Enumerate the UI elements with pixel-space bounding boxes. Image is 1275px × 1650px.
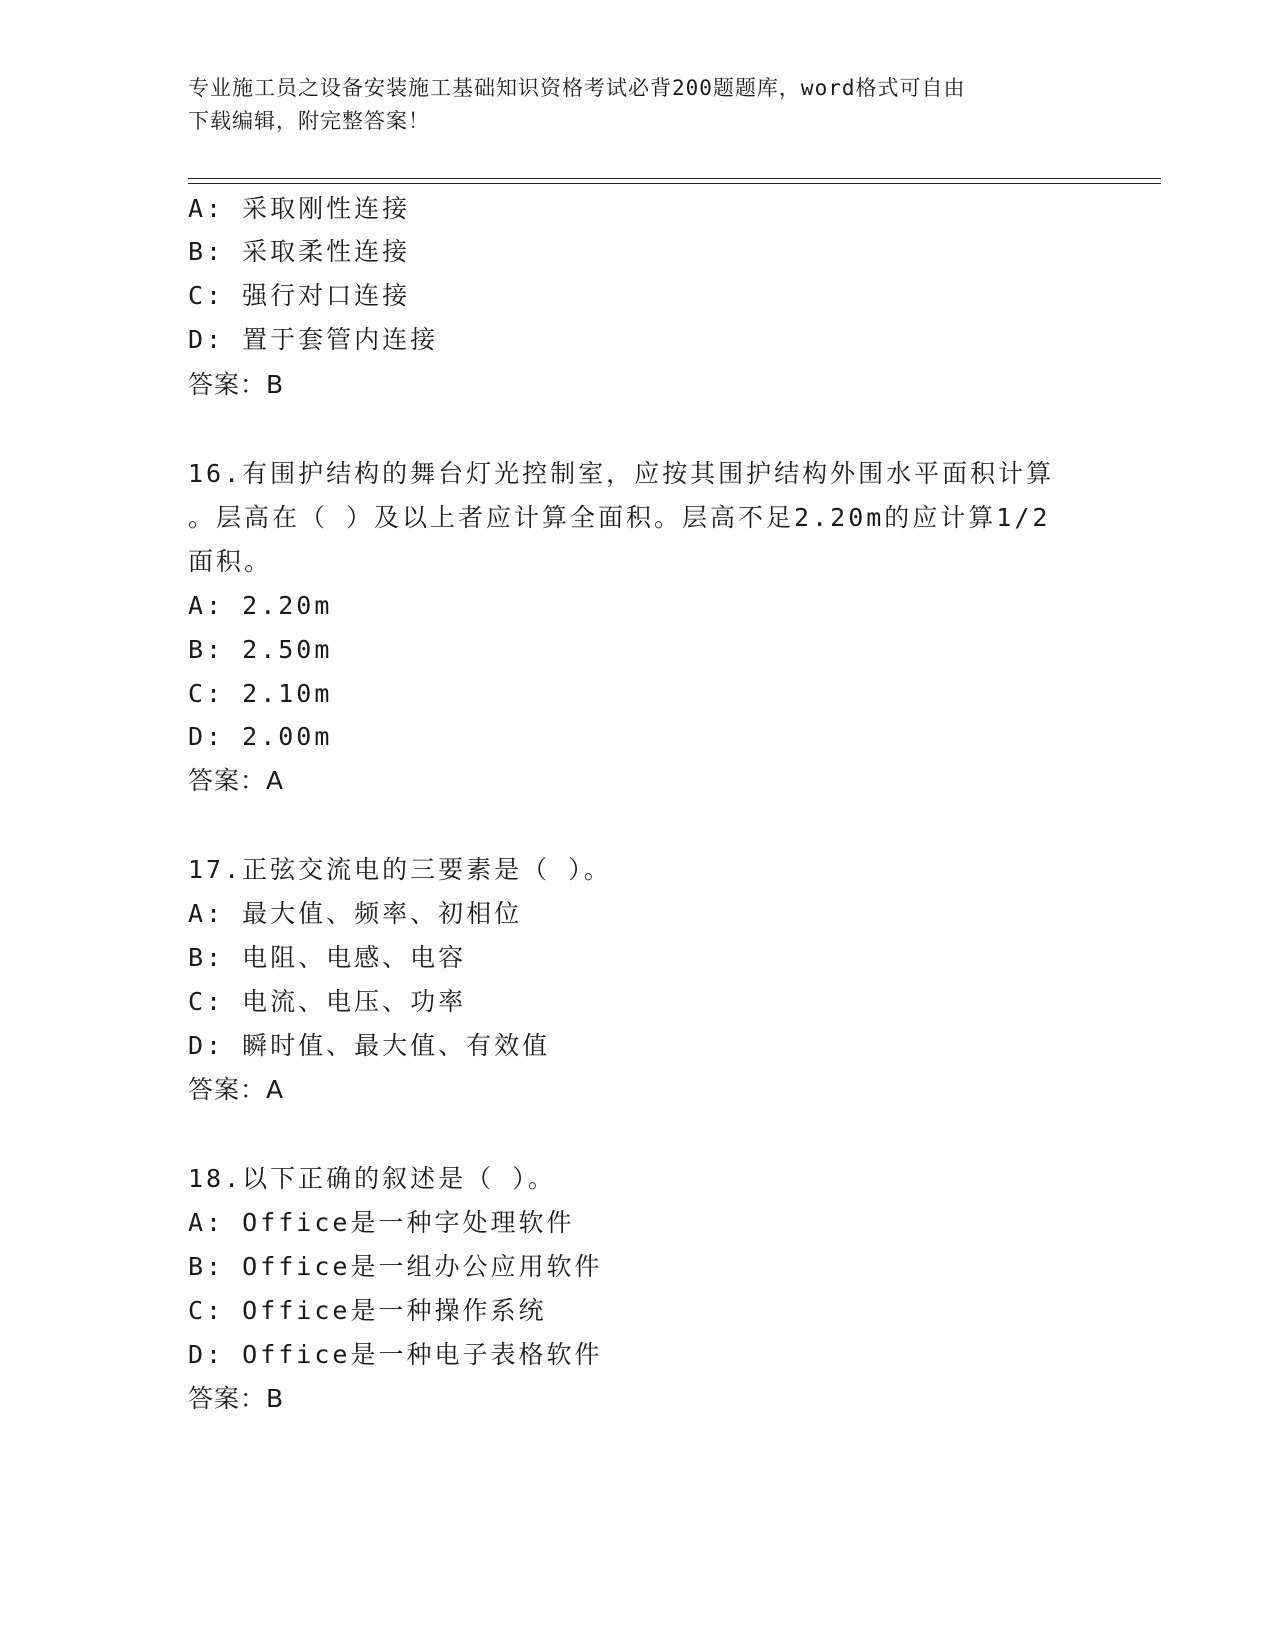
q17-option-b: B: 电阻、电感、电容 bbox=[188, 943, 467, 972]
q16-stem-line-3: 面积。 bbox=[188, 547, 273, 576]
q17-option-a: A: 最大值、频率、初相位 bbox=[188, 899, 523, 928]
q17-answer: 答案：A bbox=[188, 1075, 285, 1104]
q18-option-b: B: Office是一组办公应用软件 bbox=[188, 1252, 603, 1281]
q18-stem: 18.以下正确的叙述是（ ）。 bbox=[188, 1164, 556, 1193]
q17-option-c: C: 电流、电压、功率 bbox=[188, 987, 467, 1016]
header-divider-top bbox=[188, 178, 1161, 179]
header-divider-bottom bbox=[188, 183, 1161, 184]
q18-answer: 答案：B bbox=[188, 1384, 285, 1413]
q16-option-a: A: 2.20m bbox=[188, 591, 333, 620]
intro-line-2: 下载编辑，附完整答案！ bbox=[188, 109, 430, 133]
q15-answer: 答案：B bbox=[188, 370, 285, 399]
q16-answer: 答案：A bbox=[188, 766, 285, 795]
q16-option-d: D: 2.00m bbox=[188, 722, 333, 751]
q18-option-c: C: Office是一种操作系统 bbox=[188, 1296, 547, 1325]
q15-option-a: A: 采取刚性连接 bbox=[188, 194, 411, 223]
q15-option-d: D: 置于套管内连接 bbox=[188, 325, 439, 354]
q16-stem-line-2: 。层高在（ ）及以上者应计算全面积。层高不足2.20m的应计算1/2 bbox=[188, 503, 1051, 532]
q16-option-c: C: 2.10m bbox=[188, 679, 333, 708]
q16-stem-line-1: 16.有围护结构的舞台灯光控制室，应按其围护结构外围水平面积计算 bbox=[188, 459, 1055, 488]
q18-option-d: D: Office是一种电子表格软件 bbox=[188, 1340, 603, 1369]
q17-option-d: D: 瞬时值、最大值、有效值 bbox=[188, 1031, 551, 1060]
document-intro bbox=[188, 72, 1068, 138]
q16-option-b: B: 2.50m bbox=[188, 635, 333, 664]
q15-option-b: B: 采取柔性连接 bbox=[188, 237, 411, 266]
q15-option-c: C: 强行对口连接 bbox=[188, 281, 411, 310]
q18-option-a: A: Office是一种字处理软件 bbox=[188, 1208, 575, 1237]
q17-stem: 17.正弦交流电的三要素是（ ）。 bbox=[188, 855, 612, 884]
intro-line-1: 专业施工员之设备安装施工基础知识资格考试必背200题题库，word格式可自由 bbox=[188, 76, 966, 100]
